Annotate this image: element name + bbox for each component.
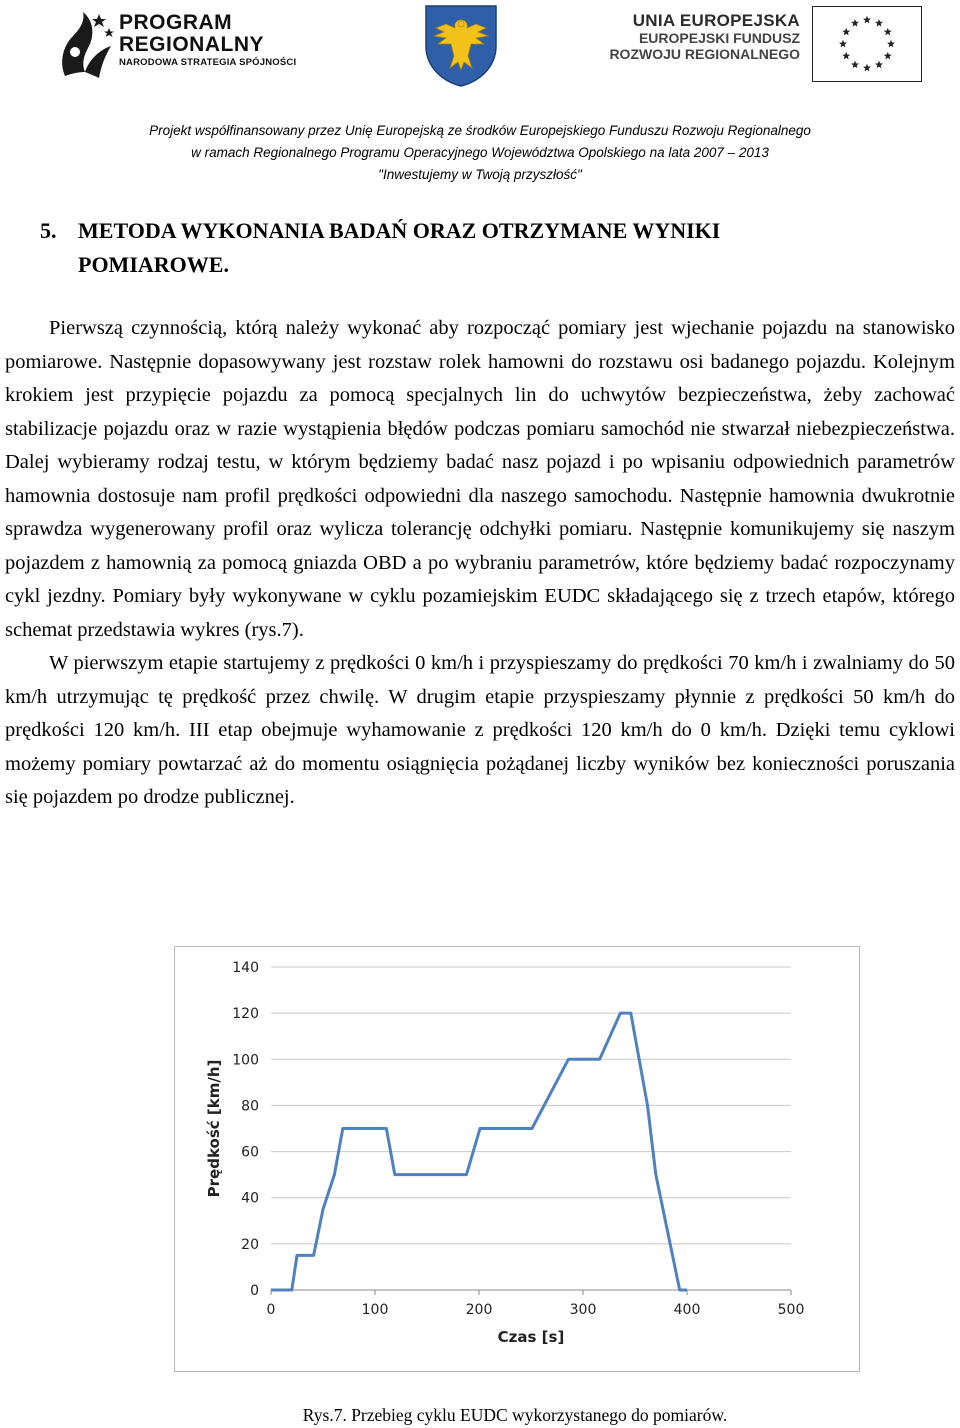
y-tick-label: 40 (241, 1190, 259, 1207)
y-tick-label: 80 (241, 1098, 259, 1115)
eu-star-icon (884, 52, 892, 60)
y-tick-label: 60 (241, 1144, 259, 1161)
eu-star-icon (842, 52, 850, 60)
eu-logo-line3: ROZWOJU REGIONALNEGO (609, 46, 800, 62)
funding-line-2: w ramach Regionalnego Programu Operacyjnego Województwa Opolskiego na lata 2007 – 2013 (191, 145, 769, 160)
y-tick-label: 100 (232, 1052, 259, 1069)
y-tick-label: 120 (232, 1006, 259, 1023)
funding-line-1: Projekt współfinansowany przez Unię Europejską ze środków Europejskiego Funduszu Rozwoju Regionalnego (149, 123, 811, 138)
x-tick-label: 0 (266, 1302, 276, 1318)
eu-star-icon (863, 64, 871, 72)
x-tick-label: 100 (361, 1302, 389, 1318)
paragraph-1: Pierwszą czynnością, którą należy wykonać aby rozpocząć pomiary jest wjechanie pojazdu na stanowisko pomiarowe. Następnie dopasowywany jest rozstaw rolek hamowni do rozstawu osi badanego pojazdu. Kolejnym krokiem jest przypięcie pojazdu za pomocą specjalnych lin do uchwytów bezpieczeństwa, żeby zachować stabilizacje pojazdu oraz w razie wystąpienia błędów podczas pomiaru samochód nie stwarzał niebezpieczeństwa. Dalej wybieramy rodzaj testu, w którym będziemy badać nasz pojazd i po wpisaniu odpowiednich parametrów hamownia dostosuje nam profil prędkości odpowiedni dla naszego samochodu. Następnie hamownia dwukrotnie sprawdza wygenerowany profil oraz wylicza tolerancję odchyłki pomiaru. Następnie komunikujemy się naszym pojazdem z hamownią za pomocą gniazda OBD a po wybraniu parametrów, które będziemy badać rozpoczynamy cykl jezdny. Pomiary były wykonywane w cyklu pozamiejskim EUDC składającego się z trzech etapów, którego schemat przedstawia wykres (rys.7). (5, 317, 955, 641)
program-logo-line3: NARODOWA STRATEGIA SPÓJNOŚCI (119, 57, 297, 68)
eu-logo-text (609, 12, 800, 62)
opolskie-coat-of-arms (418, 2, 504, 88)
x-tick-label: 300 (569, 1302, 597, 1318)
program-regionalny-logo (55, 4, 315, 88)
figure-caption: Rys.7. Przebieg cyklu EUDC wykorzystanego do pomiarów. (302, 1405, 728, 1425)
eu-star-icon (887, 40, 895, 48)
y-tick-label: 0 (250, 1283, 259, 1299)
y-tick-label: 140 (232, 960, 259, 976)
section-title-line2: POMIAROWE. (78, 252, 229, 277)
section-number: 5. (40, 218, 57, 243)
eu-logo-line1: UNIA EUROPEJSKA (632, 11, 800, 30)
eu-star-icon (851, 61, 859, 69)
eu-star-icon (875, 61, 883, 69)
page-header (0, 0, 960, 90)
program-regionalny-emblem-icon (55, 6, 117, 86)
x-tick-label: 200 (465, 1302, 493, 1318)
section-title-line1: METODA WYKONANIA BADAŃ ORAZ OTRZYMANE WYNIKI (78, 218, 721, 243)
eu-star-icon (884, 28, 892, 36)
body-text (5, 312, 955, 815)
y-axis-title: Prędkość [km/h] (205, 1059, 223, 1198)
program-logo-line1: PROGRAM (119, 11, 233, 34)
eu-star-icon (839, 40, 847, 48)
eu-flag-icon (812, 6, 922, 82)
paragraph-2: W pierwszym etapie startujemy z prędkości 0 km/h i przyspieszamy do prędkości 70 km/h i zwalniamy do 50 km/h utrzymując tę prędkość przez chwilę. W drugim etapie przyspieszamy płynnie z prędkości 50 km/h do prędkości 120 km/h. III etap obejmuje wyhamowanie z prędkości 120 km/h do 0 km/h. Dzięki temu cyklowi możemy pomiary powtarzać aż do momentu osiągnięcia pożądanej liczby wyników bez konieczności poruszania się pojazdem po drodze publicznej. (5, 652, 955, 808)
program-logo-line2: REGIONALNY (119, 33, 265, 56)
speed-chart (174, 946, 860, 1372)
speed-chart-svg (175, 947, 859, 1371)
funding-line-3: "Inwestujemy w Twoją przyszłość" (378, 167, 582, 182)
section-heading (40, 214, 920, 282)
x-tick-label: 400 (673, 1302, 701, 1318)
y-tick-label: 20 (241, 1236, 259, 1253)
eu-star-icon (851, 19, 859, 27)
x-axis-title: Czas [s] (497, 1328, 565, 1346)
eu-star-icon (875, 19, 883, 27)
eu-logo-line2: EUROPEJSKI FUNDUSZ (638, 30, 800, 46)
eu-star-icon (863, 16, 871, 24)
eu-star-icon (842, 28, 850, 36)
x-tick-label: 500 (777, 1302, 805, 1318)
